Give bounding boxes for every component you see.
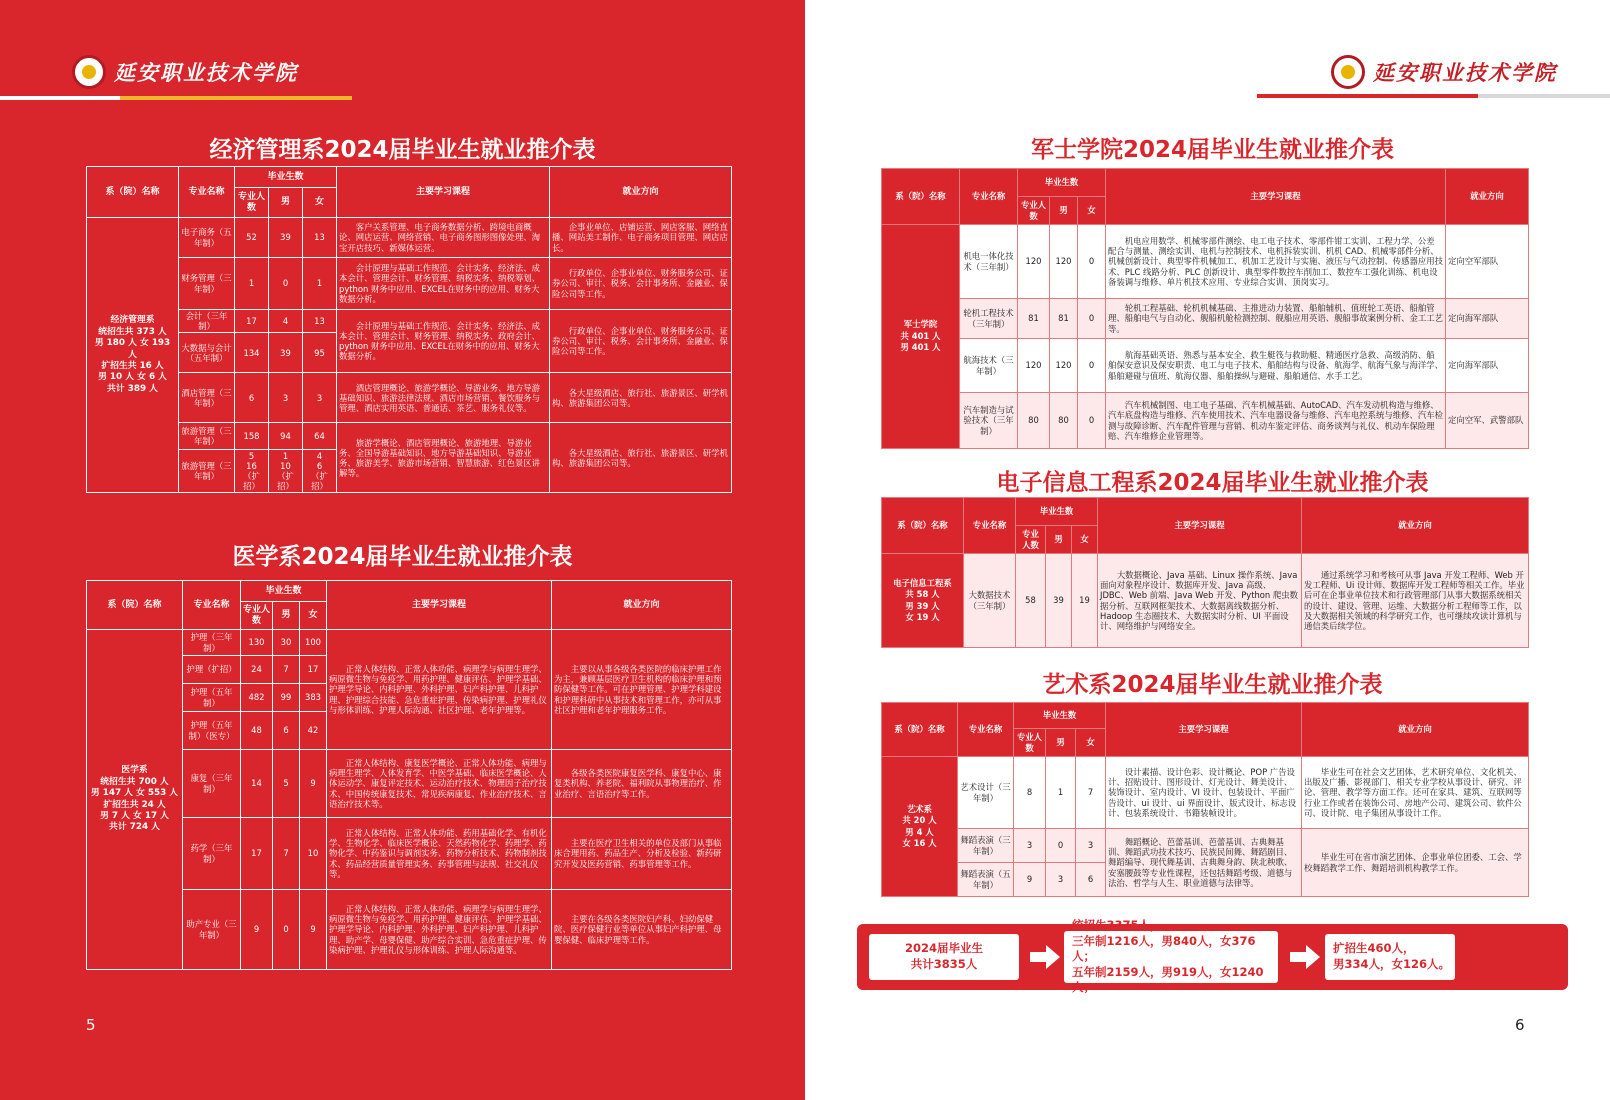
table-row: 舞蹈表演（三年制） 3 0 3 舞蹈概论、芭蕾基训、芭蕾基训、古典舞基训、舞蹈武功技术技巧、民族民间舞、舞蹈剧目、舞蹈编导、现代舞基训、古典舞身韵、陕北秧歌、安塞腰鼓等专业性课程，还包括舞蹈考级、道德与法治、哲学与人生、职业道德与法律等。 毕业生可在省市演艺团体、企事业单位团委、工会、学校舞蹈教学工作、舞蹈培训机构教学工作。 [882, 829, 1529, 863]
art-dept-cell: 艺术系 共 20 人 男 4 人 女 16 人 [882, 757, 958, 897]
table-row: 汽车制造与试验技术（三年制） 80 80 0 汽车机械制图、电工电子基础、汽车机械基础、AutoCAD、汽车发动机构造与维修、汽车底盘构造与维修、汽车使用技术、汽车电器设备与维修、汽车电控系统与维修、汽车检测与故障诊断、汽车配件管理与营销、机动车鉴定评估、商务谈判与礼仪、机动车保险理赔、汽车维修企业管理等。 定向空军、武警部队 [882, 393, 1529, 449]
col-major: 专业名称 [179, 167, 235, 218]
school-logo [72, 55, 298, 89]
col-courses: 主要学习课程 [337, 167, 550, 218]
table-row: 旅游管理（三年制） 158 94 64 旅游学概论、酒店管理概论、旅游地理、导游业务、全国导游基础知识、地方导游基础知识、导游业务、旅游美学、旅游市场营销、智慧旅游、红色景区讲解等。 各大星级酒店、旅行社、旅游景区、研学机构、旅游集团公司等。 [87, 423, 732, 450]
table-row: 旅游管理（三年制） 5 16 （扩招） 1 10 （扩招） 4 6 （扩招） [87, 450, 732, 493]
econ-dept-cell: 经济管理系 统招生共 373 人 男 180 人 女 193 人 扩招生共 16 人 男 10 人 女 6 人 共计 389 人 [87, 218, 179, 493]
econ-table [86, 166, 732, 493]
table-row: 经济管理系 统招生共 373 人 男 180 人 女 193 人 扩招生共 16 人 男 10 人 女 6 人 共计 389 人 电子商务（五年制） 52 39 13 客户关系管理、电子商务数据分析、跨境电商概论、网店运营、网络营销、电子商务图形图像处理、淘宝开店技巧、新媒体运营。 企事业单位、店铺运营、网店客服、网络直播、网站美工制作、电子商务项目管理、网店店长。 [87, 218, 732, 258]
elec-dept-cell: 电子信息工程系 共 58 人 男 39 人 女 19 人 [882, 554, 964, 648]
header-divider-accent [1478, 94, 1610, 98]
header-divider-accent [120, 96, 352, 100]
table-row: 军士学院 共 401 人 男 401 人 机电一体化技术（三年制） 120 120 0 机电应用数学、机械零部件测绘、电工电子技术、零部件钳工实训、工程力学、公差配合与测量、测绘实训、电机与控制技术、电机拆装实训、机机 CAD、机械零部件分析、机械创新设计、典型零件机械加工、机加工艺设计与实施、液压与气动控制、传感器应用技术、PLC 线路分析、PLC 创新设计、典型零件数控车削加工、数控车工强化训练、机电设备装调与维修、单片机技术应用、专业综合实训、顶岗实习。 定向空军部队 [882, 225, 1529, 299]
col-total: 专业人数 [235, 188, 269, 218]
course-cell: 客户关系管理、电子商务数据分析、跨境电商概论、网店运营、网络营销、电子商务图形图像处理、淘宝开店技巧、新媒体运营。 [337, 218, 550, 258]
table-row: 舞蹈表演（五年制） 9 3 6 [882, 863, 1529, 897]
table-row: 医学系 统招生共 700 人 男 147 人 女 553 人 扩招生共 24 人 男 7 人 女 17 人 共计 724 人 护理（三年制） 130 30 100 正常人体结构、正常人体功能、病理学与病理生理学、病原微生物与免疫学、用药护理、健康评估、护理学基础、护理学导论、内科护理、外科护理、妇产科护理、儿科护理、护理综合技能、急危重症护理、传染病护理、护理礼仪与形体训练、护理人际沟通、社区护理、老年护理等。 主要以从事各级各类医院的临床护理工作为主，兼顾基层医疗卫生机构的临床护理和预防保健等工作。可在护理管理、护理学科建设和护理科研中从事技术和管理工作，亦可从事社区护理和老年护理服务工作。 [87, 630, 732, 656]
med-section-title: 医学系2024届毕业生就业推介表 [232, 544, 573, 570]
header-divider [0, 96, 120, 100]
table-row: 酒店管理（三年制） 6 3 3 酒店管理概论、旅游学概论、导游业务、地方导游基础知识、旅游法律法规、酒店市场营销、餐饮服务与管理、酒店实用英语、普通话、茶艺、服务礼仪等。 各大星级酒店、旅行社、旅游景区、研学机构、旅游集团公司等。 [87, 373, 732, 423]
table-row: 护理（五年制） 482 99 383 [87, 684, 732, 712]
job-cell: 企事业单位、店铺运营、网店客服、网络直播、网站美工制作、电子商务项目管理、网店店长。 [550, 218, 732, 258]
mil-dept-cell: 军士学院 共 401 人 男 401 人 [882, 225, 960, 449]
school-emblem-icon [1331, 55, 1365, 89]
right-page [805, 0, 1610, 1100]
summary-expanded-box: 扩招生460人， 男334人，女126人。 [1325, 934, 1455, 980]
econ-section-title: 经济管理系2024届毕业生就业推介表 [209, 137, 596, 163]
table-row: 电子信息工程系 共 58 人 男 39 人 女 19 人 大数据技术（三年制） 58 39 19 大数据概论、Java 基础、Linux 操作系统、Java 面向对象程序设计、数据库开发、Java 高级、JDBC、Web 前端、Java Web 开发、Python 爬虫数据分析、互联网框架技术、大数据离线数据分析、Hadoop 生态圈技术、大数据实时分析、UI 平面设计、网络维护与网络安全。 通过系统学习和考核可从事 Java 开发工程师、Web 开发工程师、Ui 设计师、数据库开发工程师等相关工作。毕业后可在企事业单位技术和行政管理部门从事大数据系统相关的设计、建设、管理、运维、大数据分析工程师等工作，以及大数据相关领域的科学研究工作，也可继续攻读计算机与通信类后续学位。 [882, 554, 1529, 648]
table-row: 轮机工程技术（三年制） 81 81 0 轮机工程基础、轮机机械基础、主推进动力装置、船舶辅机、值班轮工英语、船舶管理、船舶电气与自动化、舰船机舱检测控制、舰船应用英语、舰船事故案例分析、金工工艺等。 定向海军部队 [882, 299, 1529, 339]
table-row: 会计（三年制） 17 4 13 会计原理与基础工作规范、会计实务、经济法、成本会计、管理会计、财务管理、纳税实务、政府会计、python 财务中应用、EXCEL在财务中的应用、财务大数据分析。 行政单位、企事业单位、财务服务公司、证券公司、审计、税务、会计事务所、金融业、保险公司等工作。 [87, 310, 732, 333]
arrow-right-icon [1027, 940, 1063, 974]
page-number: 6 [1515, 1016, 1525, 1034]
art-table: 系（院）名称 专业名称 毕业生数 主要学习课程 就业方向 专业人数 男 女 艺术系 共 20 人 男 4 人 女 16 人 艺术设计（三年制） 8 1 7 设计素描、设计色彩、设计概论、POP 广告设计、招贴设计、图形设计、灯光设计、舞美设计、装饰设计、室内设计、VI 设计、包装设计、平面广告设计、ui 设计、ui 界面设计、版式设计、标志设计、包装系统设计、书籍装帧设计。 毕业生可在社会文艺团体、艺术研究单位、文化机关、出版及广播、影视部门、相关专业学校从事设计、研究、评论、管理、教学等方面工作。还可在家具、建筑、互联网等行业工作或者在装饰公司、房地产公司、建筑公司、软件公司、设计院、电子集团从事设计工作。 舞蹈表演（三年制） 3 0 3 舞蹈概论、芭蕾基训、芭蕾基训、古典舞基训、舞蹈武功技术技巧、民族民间舞、舞蹈剧目、舞蹈编导、现代舞基训、古典舞身韵、陕北秧歌、安塞腰鼓等专业性课程，还包括舞蹈考级、道德与法治、哲学与人生、职业道德与法律等。 毕业生可在省市演艺团体、企事业单位团委、工会、学校舞蹈教学工作、舞蹈培训机构教学工作。 舞蹈表演（五年制） 9 3 6 [881, 702, 1529, 897]
col-male: 男 [269, 188, 303, 218]
school-name: 延安职业技术学院 [114, 60, 298, 85]
elec-table: 系（院）名称 专业名称 毕业生数 主要学习课程 就业方向 专业人数 男 女 电子信息工程系 共 58 人 男 39 人 女 19 人 大数据技术（三年制） 58 39 19 大数据概论、Java 基础、Linux 操作系统、Java 面向对象程序设计、数据库开发、Java 高级、JDBC、Web 前端、Java Web 开发、Python 爬虫数据分析、互联网框架技术、大数据离线数据分析、Hadoop 生态圈技术、大数据实时分析、UI 平面设计、网络维护与网络安全。 通过系统学习和考核可从事 Java 开发工程师、Web 开发工程师、Ui 设计师、数据库开发工程师等相关工作。毕业后可在企事业单位技术和行政管理部门从事大数据系统相关的设计、建设、管理、运维、大数据分析工程师等工作，以及大数据相关领域的科学研究工作，也可继续攻读计算机与通信类后续学位。 [881, 497, 1529, 648]
col-jobs: 就业方向 [550, 167, 732, 218]
table-row: 护理（五年制）（医专） 48 6 42 [87, 712, 732, 750]
art-section-title: 艺术系2024届毕业生就业推介表 [1042, 672, 1383, 698]
mil-section-title: 军士学院2024届毕业生就业推介表 [1030, 137, 1394, 163]
table-row: 护理（扩招） 24 7 17 [87, 656, 732, 684]
summary-regular-box: 统招生3375人， 三年制1216人，男840人，女376人； 五年制2159人，男919人，女1240人； [1064, 931, 1278, 983]
elec-section-title: 电子信息工程系2024届毕业生就业推介表 [996, 470, 1429, 496]
table-row: 大数据与会计（五年制） 134 39 95 [87, 333, 732, 373]
col-dept: 系（院）名称 [87, 167, 179, 218]
med-dept-cell: 医学系 统招生共 700 人 男 147 人 女 553 人 扩招生共 24 人 男 7 人 女 17 人 共计 724 人 [87, 630, 183, 970]
arrow-right-icon [1287, 940, 1323, 974]
table-row: 航海技术（三年制） 120 120 0 航海基础英语、熟悉与基本安全、救生艇筏与救助艇、精通医疗急救、高级消防、船舶保安意识及保安职责、电工与电子技术、船舶结构与设备、航海学、航海气象与海洋学、船舶避碰与值班、航海仪器、船舶操纵与避碰、船舶通信、水手工艺。 定向海军部队 [882, 339, 1529, 393]
col-grads: 毕业生数 [235, 167, 337, 188]
header-divider [1257, 94, 1478, 98]
col-female: 女 [303, 188, 337, 218]
school-logo [1331, 55, 1557, 89]
table-row: 财务管理（三年制） 1 0 1 会计原理与基础工作规范、会计实务、经济法、成本会计、管理会计、财务管理、纳税实务、纳税筹划、python 财务中应用、EXCEL在财务中的应用、财务大数据分析。 行政单位、企事业单位、财务服务公司、证券公司、审计、税务、会计事务所、金融业、保险公司等工作。 [87, 258, 732, 310]
table-row: 助产专业（三年制） 9 0 9 正常人体结构、正常人体功能、病理学与病理生理学、病原微生物与免疫学、用药护理、健康评估、护理学基础、护理学导论、内科护理、外科护理、妇产科护理、儿科护理、助产学、母婴保健、助产综合实训、急危重症护理、传染病护理、护理礼仪与形体训练、护理人际沟通等。 主要在各级各类医院妇产科、妇幼保健院、医疗保健行业等单位从事妇产科护理、母婴保健、临床护理等工作。 [87, 890, 732, 970]
table-row: 药学（三年制） 17 7 10 正常人体结构、正常人体功能、药用基础化学、有机化学、生物化学、临床医学概论、天然药物化学、药理学、药物化学、中药鉴识与调剂实务、药物分析技术、药物制剂技术、药品经营质量管理实务、药事管理与法规、社交礼仪等。 主要在医疗卫生相关的单位及部门从事临床合理用药、药品生产、分析及检验、新药研究开发及医药营销、药事管理等工作。 [87, 818, 732, 890]
school-emblem-icon [72, 55, 106, 89]
med-table: 系（院）名称 专业名称 毕业生数 主要学习课程 就业方向 专业人数 男 女 医学系 统招生共 700 人 男 147 人 女 553 人 扩招生共 24 人 男 7 人 女 17 人 共计 724 人 护理（三年制） 130 30 100 正常人体结构、正常人体功能、病理学与病理生理学、病原微生物与免疫学、用药护理、健康评估、护理学基础、护理学导论、内科护理、外科护理、妇产科护理、儿科护理、护理综合技能、急危重症护理、传染病护理、护理礼仪与形体训练、护理人际沟通、社区护理、老年护理等。 主要以从事各级各类医院的临床护理工作为主，兼顾基层医疗卫生机构的临床护理和预防保健等工作。可在护理管理、护理学科建设和护理科研中从事技术和管理工作，亦可从事社区护理和老年护理服务工作。 护理（扩招） 24 7 17 护理（五年制） 482 99 383 护理（五年制）（医专） 48 6 42 康复（三年制） 14 5 9 正常人体结构、康复医学概论、正常人体功能、病理与病理生理学、人体发育学、中医学基础、临床医学概论、人体运动学、康复评定技术、运动治疗技术、物理因子治疗技术、中国传统康复技术、常见疾病康复、作业治疗技术、言语治疗技术等。 各级各类医院康复医学科、康复中心、康复类机构、养老院、福利院从事物理治疗、作业治疗、言语治疗等工作。 药学（三年制） 17 7 10 正常人体结构、正常人体功能、药用基础化学、有机化学、生物化学、临床医学概论、天然药物化学、药理学、药物化学、中药鉴识与调剂实务、药物分析技术、药物制剂技术、药品经营质量管理实务、药事管理与法规、社交礼仪等。 主要在医疗卫生相关的单位及部门从事临床合理用药、药品生产、分析及检验、新药研究开发及医药营销、药事管理等工作。 助产专业（三年制） 9 0 9 正常人体结构、正常人体功能、病理学与病理生理学、病原微生物与免疫学、用药护理、健康评估、护理学基础、护理学导论、内科护理、外科护理、妇产科护理、儿科护理、助产学、母婴保健、助产综合实训、急危重症护理、传染病护理、护理礼仪与形体训练、护理人际沟通等。 主要在各级各类医院妇产科、妇幼保健院、医疗保健行业等单位从事妇产科护理、母婴保健、临床护理等工作。 [86, 580, 732, 970]
summary-banner [857, 918, 1568, 995]
school-name: 延安职业技术学院 [1373, 60, 1557, 85]
page-number: 5 [86, 1016, 96, 1034]
major-cell: 电子商务（五年制） [179, 218, 235, 258]
table-row: 艺术系 共 20 人 男 4 人 女 16 人 艺术设计（三年制） 8 1 7 设计素描、设计色彩、设计概论、POP 广告设计、招贴设计、图形设计、灯光设计、舞美设计、装饰设计、室内设计、VI 设计、包装设计、平面广告设计、ui 设计、ui 界面设计、版式设计、标志设计、包装系统设计、书籍装帧设计。 毕业生可在社会文艺团体、艺术研究单位、文化机关、出版及广播、影视部门、相关专业学校从事设计、研究、评论、管理、教学等方面工作。还可在家具、建筑、互联网等行业工作或者在装饰公司、房地产公司、建筑公司、软件公司、设计院、电子集团从事设计工作。 [882, 757, 1529, 829]
mil-table: 系（院）名称 专业名称 毕业生数 主要学习课程 就业方向 专业人数 男 女 军士学院 共 401 人 男 401 人 机电一体化技术（三年制） 120 120 0 机电应用数学、机械零部件测绘、电工电子技术、零部件钳工实训、工程力学、公差配合与测量、测绘实训、电机与控制技术、电机拆装实训、机机 CAD、机械零部件分析、机械创新设计、典型零件机械加工、机加工艺设计与实施、液压与气动控制、传感器应用技术、PLC 线路分析、PLC 创新设计、典型零件数控车削加工、数控车工强化训练、机电设备装调与维修、单片机技术应用、专业综合实训、顶岗实习。 定向空军部队 轮机工程技术（三年制） 81 81 0 轮机工程基础、轮机机械基础、主推进动力装置、船舶辅机、值班轮工英语、船舶管理、船舶电气与自动化、舰船机舱检测控制、舰船应用英语、舰船事故案例分析、金工工艺等。 定向海军部队 航海技术（三年制） 120 120 0 航海基础英语、熟悉与基本安全、救生艇筏与救助艇、精通医疗急救、高级消防、船舶保安意识及保安职责、电工与电子技术、船舶结构与设备、航海学、航海气象与海洋学、船舶避碰与值班、航海仪器、船舶操纵与避碰、船舶通信、水手工艺。 定向海军部队 汽车制造与试验技术（三年制） 80 80 0 汽车机械制图、电工电子基础、汽车机械基础、AutoCAD、汽车发动机构造与维修、汽车底盘构造与维修、汽车使用技术、汽车电器设备与维修、汽车电控系统与维修、汽车检测与故障诊断、汽车配件管理与营销、机动车鉴定评估、商务谈判与礼仪、机动车保险理赔、汽车维修企业管理等。 定向空军、武警部队 [881, 168, 1529, 449]
summary-total-box: 2024届毕业生 共计3835人 [869, 934, 1019, 980]
table-row: 康复（三年制） 14 5 9 正常人体结构、康复医学概论、正常人体功能、病理与病理生理学、人体发育学、中医学基础、临床医学概论、人体运动学、康复评定技术、运动治疗技术、物理因子治疗技术、中国传统康复技术、常见疾病康复、作业治疗技术、言语治疗技术等。 各级各类医院康复医学科、康复中心、康复类机构、养老院、福利院从事物理治疗、作业治疗、言语治疗等工作。 [87, 750, 732, 818]
